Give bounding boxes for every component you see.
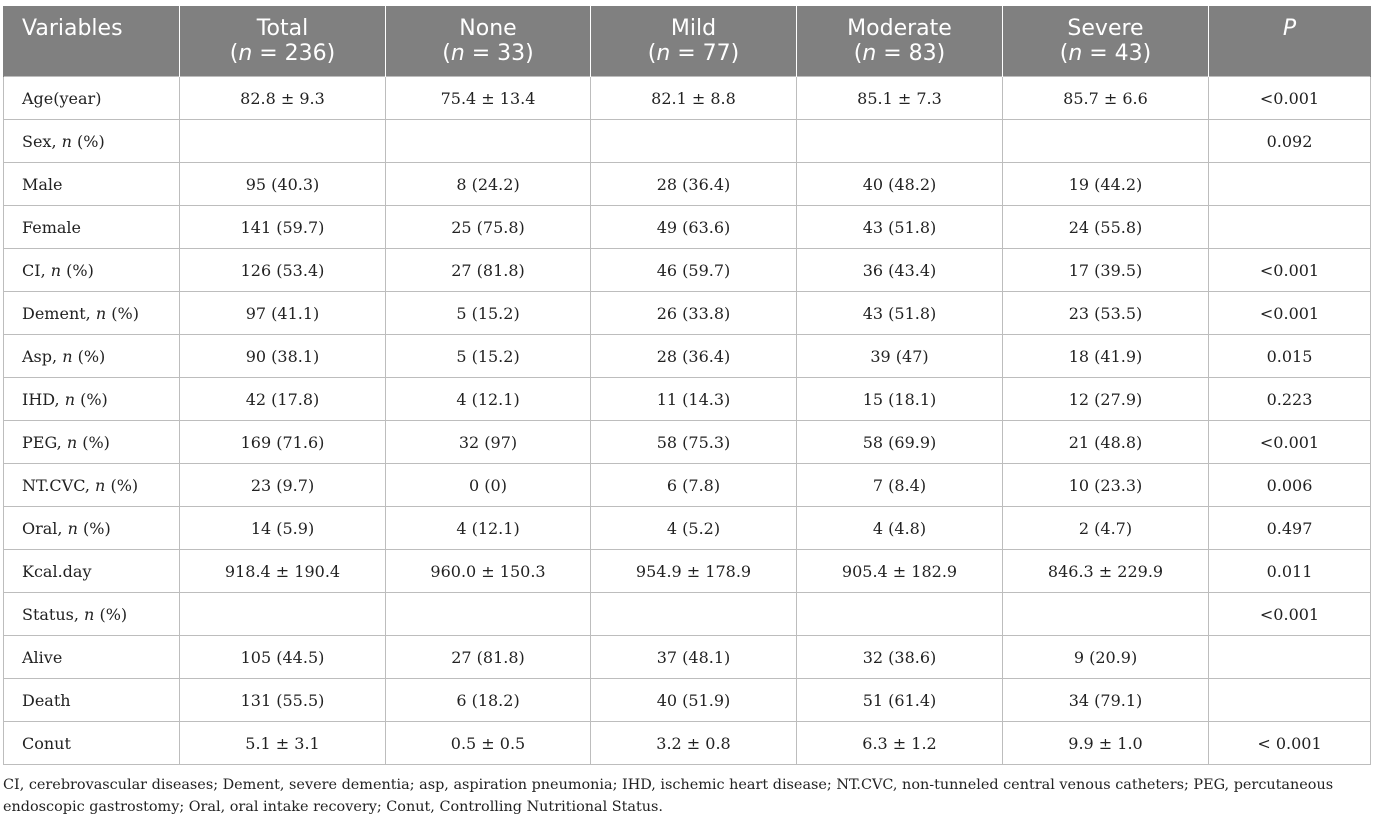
table-cell: 39 (47) (797, 335, 1003, 378)
table-row (4, 679, 1371, 722)
table-cell: 905.4 ± 182.9 (797, 550, 1003, 593)
row-label: Alive (4, 636, 180, 679)
table-cell: 0.011 (1209, 550, 1371, 593)
table-cell (386, 593, 591, 636)
table-cell: 131 (55.5) (180, 679, 386, 722)
table-cell: 0.5 ± 0.5 (386, 722, 591, 765)
table-cell: 19 (44.2) (1003, 163, 1209, 206)
table-cell: 97 (41.1) (180, 292, 386, 335)
table-cell: 49 (63.6) (591, 206, 797, 249)
table-cell: 85.7 ± 6.6 (1003, 77, 1209, 120)
table-row (4, 335, 1371, 378)
table-header (4, 6, 1371, 77)
table-cell: 0.497 (1209, 507, 1371, 550)
table-row (4, 722, 1371, 765)
table-cell: 6 (7.8) (591, 464, 797, 507)
table-cell: 37 (48.1) (591, 636, 797, 679)
table-cell: 46 (59.7) (591, 249, 797, 292)
table-cell: < 0.001 (1209, 722, 1371, 765)
column-header-4 (797, 6, 1003, 77)
table-cell: 5 (15.2) (386, 335, 591, 378)
row-label: Oral, n (%) (4, 507, 180, 550)
table-footnote: CI, cerebrovascular diseases; Dement, severe dementia; asp, aspiration pneumonia; IHD, ischemic heart disease; NT.CVC, non-tunneled central venous catheters; PEG, percutaneous endoscopic gastrostomy; Oral, oral intake recovery; Conut, Controlling Nutritional Status. (3, 777, 1334, 815)
row-label: Death (4, 679, 180, 722)
row-label: CI, n (%) (4, 249, 180, 292)
table-cell: 43 (51.8) (797, 206, 1003, 249)
table-cell: 26 (33.8) (591, 292, 797, 335)
table-cell: 95 (40.3) (180, 163, 386, 206)
table-cell (180, 593, 386, 636)
table-cell: 5 (15.2) (386, 292, 591, 335)
table-cell: 4 (12.1) (386, 378, 591, 421)
table-cell: 43 (51.8) (797, 292, 1003, 335)
table-cell: 954.9 ± 178.9 (591, 550, 797, 593)
table-cell: 28 (36.4) (591, 335, 797, 378)
table-body (4, 77, 1371, 765)
column-header-title: Severe (1067, 16, 1144, 41)
table-cell (591, 120, 797, 163)
table-cell: 36 (43.4) (797, 249, 1003, 292)
table-cell: 0.015 (1209, 335, 1371, 378)
table-cell: 18 (41.9) (1003, 335, 1209, 378)
row-label: Status, n (%) (4, 593, 180, 636)
row-label: Female (4, 206, 180, 249)
table-cell (386, 120, 591, 163)
table-cell: 28 (36.4) (591, 163, 797, 206)
table-cell: 9.9 ± 1.0 (1003, 722, 1209, 765)
column-header-6 (1209, 6, 1371, 77)
table-cell: 17 (39.5) (1003, 249, 1209, 292)
column-header-title: P (1282, 16, 1297, 41)
table-cell (797, 593, 1003, 636)
table-cell: 58 (75.3) (591, 421, 797, 464)
column-header-title: Mild (670, 16, 717, 41)
column-header-title: Moderate (847, 16, 952, 41)
table-cell: <0.001 (1209, 421, 1371, 464)
table-cell: 4 (4.8) (797, 507, 1003, 550)
table-cell: <0.001 (1209, 292, 1371, 335)
column-header-count: (n = 33) (442, 41, 534, 66)
table-cell (591, 593, 797, 636)
column-header-count: (n = 43) (1059, 41, 1152, 66)
table-cell: 40 (48.2) (797, 163, 1003, 206)
table-row (4, 77, 1371, 120)
table-cell (797, 120, 1003, 163)
table-cell: 141 (59.7) (180, 206, 386, 249)
table-cell: 58 (69.9) (797, 421, 1003, 464)
column-header-5 (1003, 6, 1209, 77)
row-label: Male (4, 163, 180, 206)
table-cell: 9 (20.9) (1003, 636, 1209, 679)
table-cell: 23 (9.7) (180, 464, 386, 507)
table-cell: 15 (18.1) (797, 378, 1003, 421)
row-label: Asp, n (%) (4, 335, 180, 378)
table-cell: 2 (4.7) (1003, 507, 1209, 550)
header-row (4, 6, 1371, 77)
table-cell: <0.001 (1209, 77, 1371, 120)
table-cell: 25 (75.8) (386, 206, 591, 249)
column-header-0 (4, 6, 180, 77)
row-label: PEG, n (%) (4, 421, 180, 464)
table-row (4, 550, 1371, 593)
table-cell (1209, 163, 1371, 206)
table-cell: 0.006 (1209, 464, 1371, 507)
table-cell: 21 (48.8) (1003, 421, 1209, 464)
column-header-1 (180, 6, 386, 77)
table-cell: 3.2 ± 0.8 (591, 722, 797, 765)
table-cell: 14 (5.9) (180, 507, 386, 550)
table-cell (1003, 120, 1209, 163)
table-row (4, 163, 1371, 206)
table-row (4, 421, 1371, 464)
table-row (4, 507, 1371, 550)
table-row (4, 593, 1371, 636)
table-container (3, 6, 1370, 765)
table-cell: 27 (81.8) (386, 636, 591, 679)
table-cell: 7 (8.4) (797, 464, 1003, 507)
table-cell: 4 (12.1) (386, 507, 591, 550)
row-label: Dement, n (%) (4, 292, 180, 335)
table-cell: 4 (5.2) (591, 507, 797, 550)
table-cell (1003, 593, 1209, 636)
column-header-title: Total (256, 16, 309, 41)
table-cell: 6.3 ± 1.2 (797, 722, 1003, 765)
table-cell: 846.3 ± 229.9 (1003, 550, 1209, 593)
table-cell: 27 (81.8) (386, 249, 591, 292)
table-cell: 23 (53.5) (1003, 292, 1209, 335)
table-cell: 51 (61.4) (797, 679, 1003, 722)
table-cell: 32 (38.6) (797, 636, 1003, 679)
table-row (4, 206, 1371, 249)
table-cell: 6 (18.2) (386, 679, 591, 722)
table-row (4, 464, 1371, 507)
column-header-title: None (459, 16, 517, 41)
table-cell: 75.4 ± 13.4 (386, 77, 591, 120)
table-cell: 169 (71.6) (180, 421, 386, 464)
column-header-count: (n = 236) (229, 41, 336, 66)
row-label: Conut (4, 722, 180, 765)
table-cell: 960.0 ± 150.3 (386, 550, 591, 593)
table-cell: 105 (44.5) (180, 636, 386, 679)
column-header-count: (n = 77) (647, 41, 740, 66)
table-cell: 0 (0) (386, 464, 591, 507)
row-label: IHD, n (%) (4, 378, 180, 421)
table-cell: 918.4 ± 190.4 (180, 550, 386, 593)
table-cell: 85.1 ± 7.3 (797, 77, 1003, 120)
column-header-2 (386, 6, 591, 77)
table-row (4, 249, 1371, 292)
table-cell: <0.001 (1209, 249, 1371, 292)
column-header-count: (n = 83) (853, 41, 946, 66)
table-cell: 42 (17.8) (180, 378, 386, 421)
table-cell: 12 (27.9) (1003, 378, 1209, 421)
table-cell: <0.001 (1209, 593, 1371, 636)
table-cell: 11 (14.3) (591, 378, 797, 421)
table-cell (1209, 679, 1371, 722)
table-cell: 24 (55.8) (1003, 206, 1209, 249)
table-cell: 34 (79.1) (1003, 679, 1209, 722)
table-cell: 8 (24.2) (386, 163, 591, 206)
table-cell: 5.1 ± 3.1 (180, 722, 386, 765)
row-label: Age(year) (4, 77, 180, 120)
table-cell: 32 (97) (386, 421, 591, 464)
table-row (4, 292, 1371, 335)
table-cell: 126 (53.4) (180, 249, 386, 292)
table-row (4, 636, 1371, 679)
table-cell: 0.223 (1209, 378, 1371, 421)
row-label: NT.CVC, n (%) (4, 464, 180, 507)
table-cell: 0.092 (1209, 120, 1371, 163)
row-label: Kcal.day (4, 550, 180, 593)
table-cell (180, 120, 386, 163)
characteristics-table (3, 6, 1371, 765)
table-cell: 82.1 ± 8.8 (591, 77, 797, 120)
row-label: Sex, n (%) (4, 120, 180, 163)
table-cell: 82.8 ± 9.3 (180, 77, 386, 120)
table-cell (1209, 206, 1371, 249)
table-row (4, 378, 1371, 421)
table-row (4, 120, 1371, 163)
column-header-3 (591, 6, 797, 77)
table-cell: 90 (38.1) (180, 335, 386, 378)
table-cell (1209, 636, 1371, 679)
column-header-title: Variables (22, 16, 123, 41)
table-cell: 40 (51.9) (591, 679, 797, 722)
table-cell: 10 (23.3) (1003, 464, 1209, 507)
